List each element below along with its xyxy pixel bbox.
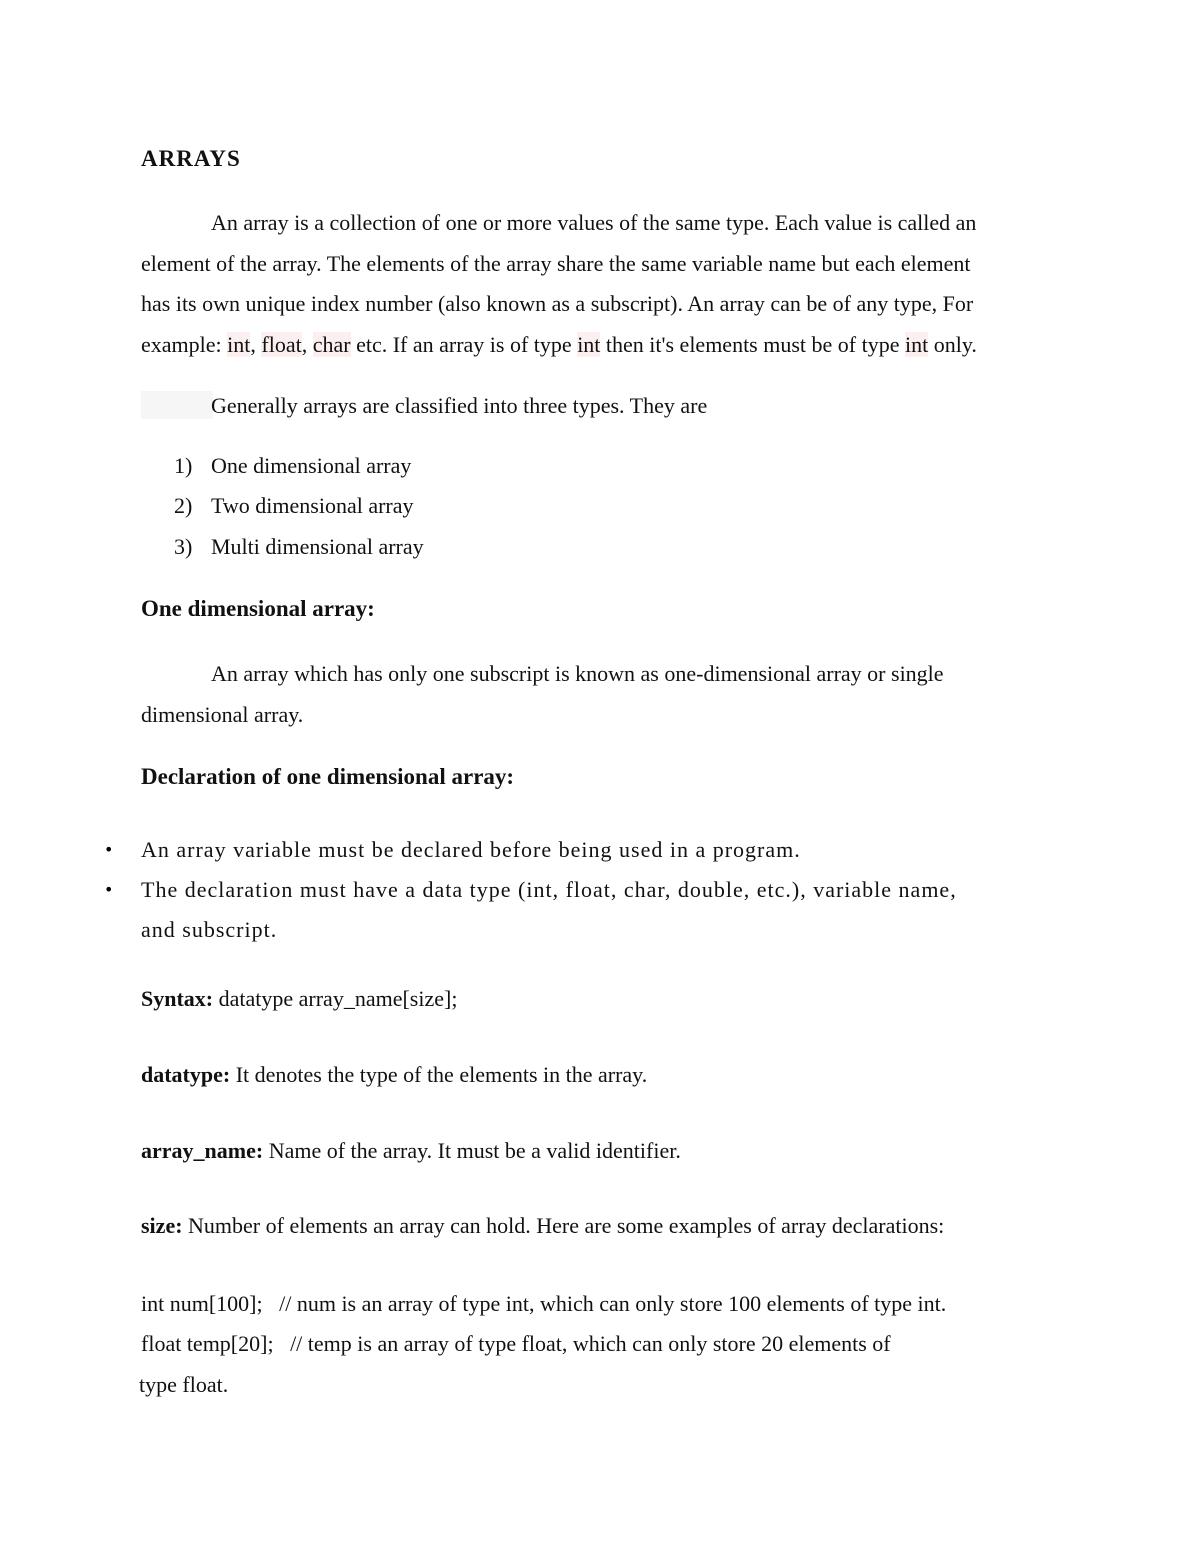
bullet-text-2-cont: and subscript. [141,917,278,942]
keyword-char: char [312,332,351,357]
bullet-icon: • [104,880,114,899]
bullet-text-2: The declaration must have a data type (int, float, char, double, etc.), variable name, [141,877,957,902]
array-name-text: Name of the array. It must be a valid identifier. [263,1138,681,1163]
heading-declaration: Declaration of one dimensional array: [141,764,515,789]
array-name-label: array_name: [141,1138,264,1163]
intro-text: then it's elements must be of type [600,332,905,357]
intro-line-3: has its own unique index number (also known as a subscript). An array can be of any type, For [141,291,974,316]
classified-text: Generally arrays are classified into three types. They are [211,393,708,418]
intro-text: example: [141,332,228,357]
size-label: size: [141,1213,183,1238]
heading-one-dimensional: One dimensional array: [141,596,375,621]
keyword-int: int [227,332,251,357]
list-number: 2) [174,493,193,518]
intro-text: , [301,332,313,357]
example-line-3: type float. [139,1372,229,1397]
example-line-2: float temp[20]; // temp is an array of type float, which can only store 20 elements of [141,1331,891,1356]
intro-line-1: An array is a collection of one or more values of the same type. Each value is called an [211,210,977,235]
size-text: Number of elements an array can hold. Here are some examples of array declarations: [182,1213,945,1238]
datatype-line [141,1061,647,1089]
list-item-multi-dimensional: Multi dimensional array [211,534,424,559]
syntax-text: datatype array_name[size]; [213,986,458,1011]
intro-text: only. [928,332,977,357]
intro-line-4 [141,331,977,359]
keyword-float: float [261,332,302,357]
indent-shading [141,391,213,419]
doc-title: ARRAYS [141,146,241,171]
one-dim-line-2: dimensional array. [141,702,304,727]
intro-text: etc. If an array is of type [350,332,578,357]
syntax-label: Syntax: [141,986,214,1011]
size-line [141,1212,944,1240]
bullet-icon: • [104,840,114,859]
list-number: 1) [174,453,193,478]
list-number: 3) [174,534,193,559]
keyword-int: int [577,332,601,357]
bullet-text-1: An array variable must be declared before being used in a program. [141,837,801,862]
datatype-label: datatype: [141,1062,231,1087]
intro-line-2: element of the array. The elements of the array share the same variable name but each element [141,251,971,276]
list-item-two-dimensional: Two dimensional array [211,493,414,518]
one-dim-line-1: An array which has only one subscript is known as one-dimensional array or single [211,661,944,686]
array-name-line [141,1137,681,1165]
keyword-int: int [905,332,929,357]
syntax-line [141,985,457,1013]
intro-text: , [250,332,262,357]
datatype-text: It denotes the type of the elements in the array. [230,1062,648,1087]
list-item-one-dimensional: One dimensional array [211,453,412,478]
example-line-1: int num[100]; // num is an array of type int, which can only store 100 elements of type int. [141,1291,947,1316]
